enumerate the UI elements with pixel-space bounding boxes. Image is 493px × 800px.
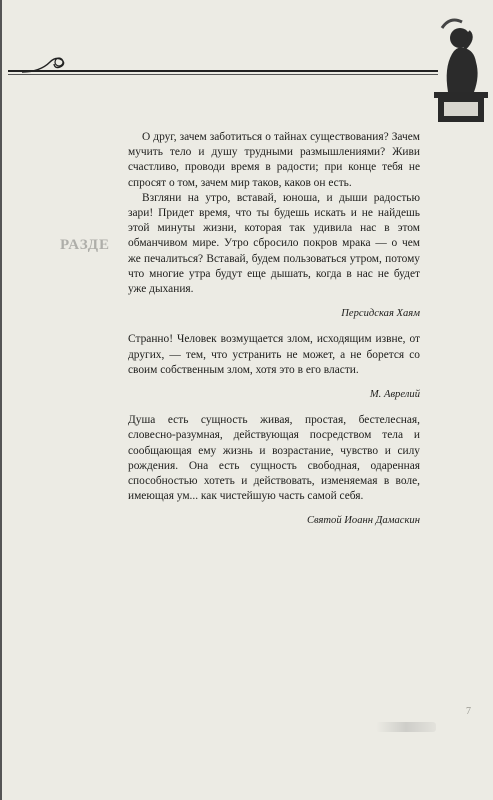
quote-paragraph: Взгляни на утро, вставай, юноша, и дыши радостью зари! Придет время, что ты будешь искать и не найдешь этой минуты жизни, которая так удивила нас в этом обманчивом мире. Утро сбросило покров мрака — о чем же печалиться? Вставай, будем пользоваться утром, потому что многие утра будут еще дышать, когда в нас не будет уже дыхания. (128, 191, 420, 296)
scroll-ornament-icon (22, 50, 82, 80)
page-edge-shadow (0, 0, 2, 800)
quotations-block (128, 130, 420, 540)
bleed-through-heading: РАЗДЕ (60, 237, 111, 253)
quote-paragraph: О друг, зачем заботиться о тайнах существования? Зачем мучить тело и душу трудными размышлениями? Живи счастливо, проводи время в радости; при конце тебя не спросят о том, зачем мир таков, каков он есть. (128, 131, 420, 189)
quote-author: Персидская Хаям (341, 308, 420, 320)
page-number: 7 (466, 706, 471, 717)
footer-smudge (376, 722, 436, 732)
quote-paragraph: Душа есть сущность живая, простая, бестелесная, словесно-разумная, действующая посредством тела и сообщающая ему жизнь и возрастание, чувство и силу рождения. Она есть сущность свободная, одаренная способностью хотеть и действовать, изменяемая в воле, имеющая ум... как чистейшую часть самой себя. (128, 414, 420, 503)
thinker-figure-icon (430, 8, 490, 128)
quote-author: Святой Иоанн Дамаскин (306, 515, 420, 527)
header-rule-thin (8, 74, 438, 75)
header-rule (8, 70, 438, 72)
quote-author: М. Аврелий (369, 389, 420, 401)
quote-paragraph: Странно! Человек возмущается злом, исходящим извне, от других, — тем, что устранить не может, а не борется со своим собственным злом, хотя это в его власти. (128, 333, 420, 376)
